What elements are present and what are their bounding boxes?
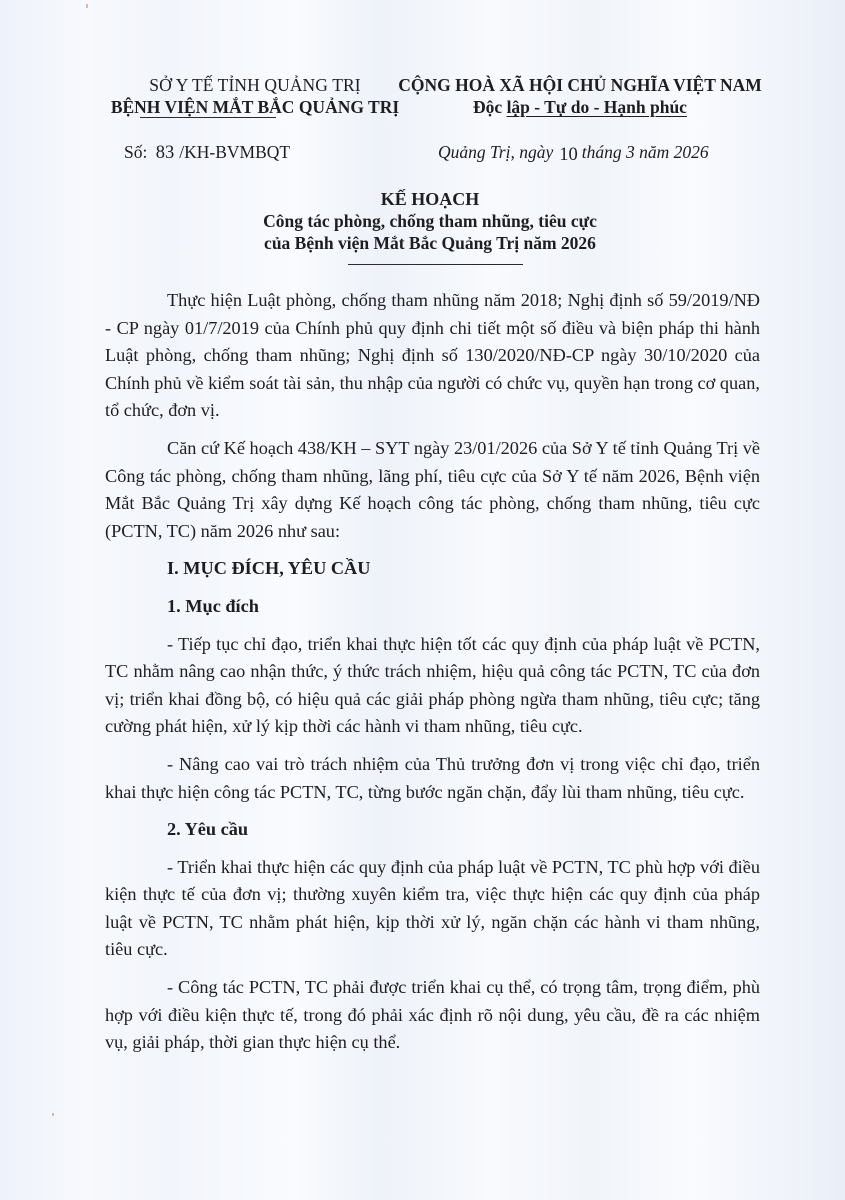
section-heading: I. MỤC ĐÍCH, YÊU CẦU — [167, 558, 371, 579]
body-paragraph: - Triển khai thực hiện các quy định của pháp luật về PCTN, TC phù hợp với điều kiện thực tế của đơn vị; thường xuyên kiểm tra, việc thực hiện các quy định của pháp luật về PCTN, TC nhằm phát hiện, kịp thời xử lý, ngăn chặn các hành vi tham nhũng, tiêu cực. — [105, 856, 760, 960]
body-paragraph: - Công tác PCTN, TC phải được triển khai cụ thể, có trọng tâm, trọng điểm, phù hợp với điều kiện thực tế, trong đó phải xác định rõ nội dung, yêu cầu, đề ra các nhiệm vụ, giải pháp, thời gian thực hiện cụ thể. — [105, 977, 760, 1053]
document-subtitle-line-1: Công tác phòng, chống tham nhũng, tiêu cực — [263, 211, 597, 231]
intro-paragraph: Thực hiện Luật phòng, chống tham nhũng năm 2018; Nghị định số 59/2019/NĐ - CP ngày 01/7/2019 của Chính phủ quy định chi tiết một số điều và biện pháp thi hành Luật phòng, chống tham nhũng; Nghị định số 130/2020/NĐ-CP ngày 30/10/2020 của Chính phủ về kiểm soát tài sản, thu nhập của người có chức vụ, quyền hạn trong cơ quan, tổ chức, đơn vị. — [105, 290, 760, 421]
document-body — [105, 287, 760, 1057]
body-paragraph: - Tiếp tục chỉ đạo, triển khai thực hiện tốt các quy định của pháp luật về PCTN, TC nhằm nâng cao nhận thức, ý thức trách nhiệm, hiệu quả công tác PCTN, TC của đơn vị; triển khai đồng bộ, có hiệu quả các giải pháp phòng ngừa tham nhũng, tiêu cực; tăng cường phát hiện, xử lý kịp thời các hành vi tham nhũng, tiêu cực. — [105, 633, 760, 737]
national-title: CỘNG HOÀ XÃ HỘI CHỦ NGHĨA VIỆT NAM — [398, 75, 762, 95]
agency-name: BỆNH VIỆN MẮT BẮC QUẢNG TRỊ — [110, 97, 400, 117]
document-type: KẾ HOẠCH — [380, 189, 480, 209]
doc-number-value: 83 — [155, 143, 175, 163]
issuing-agency-block — [90, 75, 420, 118]
body-paragraph: - Nâng cao vai trò trách nhiệm của Thủ trưởng đơn vị trong việc chỉ đạo, triển khai thực hiện công tác PCTN, TC, từng bước ngăn chặn, đẩy lùi tham nhũng, tiêu cực. — [105, 753, 760, 802]
title-underline — [348, 264, 523, 265]
place-date-suffix: tháng 3 năm 2026 — [581, 142, 709, 162]
place-and-date — [438, 142, 709, 164]
document-number — [124, 142, 290, 164]
document-subtitle-line-2: của Bệnh viện Mắt Bắc Quảng Trị năm 2026 — [264, 233, 596, 253]
motto-prefix: Độc — [473, 97, 507, 117]
scan-speck — [52, 1113, 54, 1116]
scan-speck — [86, 4, 88, 8]
agency-underline — [140, 117, 276, 118]
place-date-prefix: Quảng Trị, ngày — [438, 142, 554, 162]
motto-underlined: lập - Tự do - Hạnh phúc — [506, 97, 687, 117]
subsection-heading: 2. Yêu cầu — [167, 819, 249, 840]
doc-number-label: Số: — [124, 142, 148, 162]
intro-paragraph: Căn cứ Kế hoạch 438/KH – SYT ngày 23/01/2026 của Sở Y tế tỉnh Quảng Trị về Công tác phòng, chống tham nhũng, lãng phí, tiêu cực của Sở Y tế năm 2026, Bệnh viện Mắt Bắc Quảng Trị xây dựng Kế hoạch công tác phòng, chống tham nhũng, tiêu cực (PCTN, TC) năm 2026 như sau: — [105, 437, 760, 541]
doc-number-suffix: /KH-BVMBQT — [179, 142, 291, 162]
parent-agency: SỞ Y TẾ TỈNH QUẢNG TRỊ — [149, 75, 361, 95]
document-title-block — [220, 188, 640, 254]
date-day: 10 — [559, 145, 578, 165]
national-motto — [380, 96, 780, 118]
national-header-block — [380, 75, 780, 118]
subsection-heading: 1. Mục đích — [167, 595, 259, 616]
